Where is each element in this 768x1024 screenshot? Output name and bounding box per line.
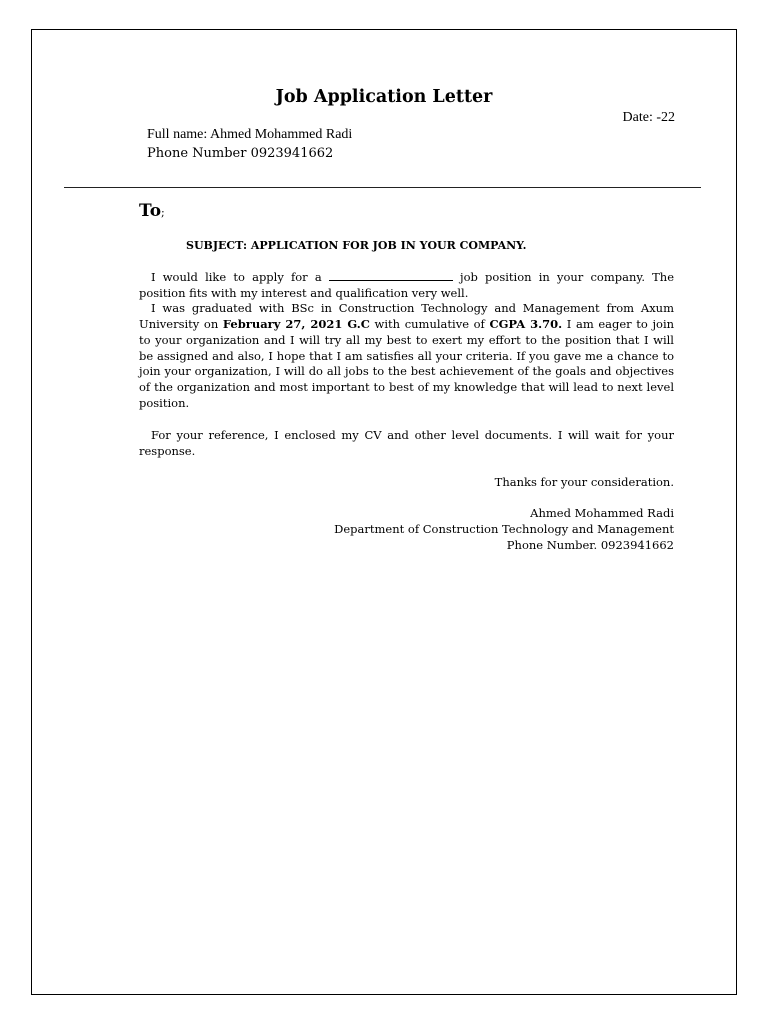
para1-text-a: I would like to apply for a — [151, 270, 322, 284]
signature-name: Ahmed Mohammed Radi — [530, 506, 674, 520]
header-divider — [64, 187, 701, 188]
position-blank — [329, 270, 453, 281]
letter-title: Job Application Letter — [275, 87, 493, 107]
para2-text-a: I was graduated with BSc in Construction Technology and Management from Axum University on — [139, 301, 674, 332]
paragraph-education — [139, 301, 674, 411]
letter-body-reference — [139, 428, 674, 459]
para2-text-c: I am eager to join to your organization and I will try all my best to exert my effort to the position that I will be assigned and also, I hope that I am satisfies all your criteria. If you gave me a chance to join your organization, I will do all jobs to the best achievement of the goals and objectives of the organization and most important to best of my knowledge that will lead to next level position. — [139, 317, 675, 410]
to-label: To — [139, 201, 162, 221]
sender-full-name: Full name: Ahmed Mohammed Radi — [147, 127, 353, 142]
cgpa-value: CGPA 3.70. — [489, 317, 563, 332]
signature-phone: Phone Number. 0923941662 — [506, 538, 674, 552]
recipient-to — [139, 201, 165, 221]
thanks-line: Thanks for your consideration. — [494, 475, 674, 489]
para2-text-b: with cumulative of — [374, 317, 485, 332]
letter-date: Date: -22 — [622, 110, 675, 125]
paragraph-reference: For your reference, I enclosed my CV and other level documents. I will wait for your response. — [139, 428, 674, 458]
para1-text-b: job position in your company. The position fits with my interest and qualification very well. — [139, 270, 675, 300]
letter-body-main — [139, 270, 674, 411]
signature-department: Department of Construction Technology and Management — [334, 522, 674, 536]
subject-line: SUBJECT: APPLICATION FOR JOB IN YOUR COMPANY. — [186, 239, 527, 252]
graduation-date: February 27, 2021 G.C — [222, 317, 370, 332]
paragraph-intro — [139, 270, 674, 301]
sender-phone: Phone Number 0923941662 — [147, 146, 334, 161]
to-suffix: ; — [161, 206, 165, 219]
